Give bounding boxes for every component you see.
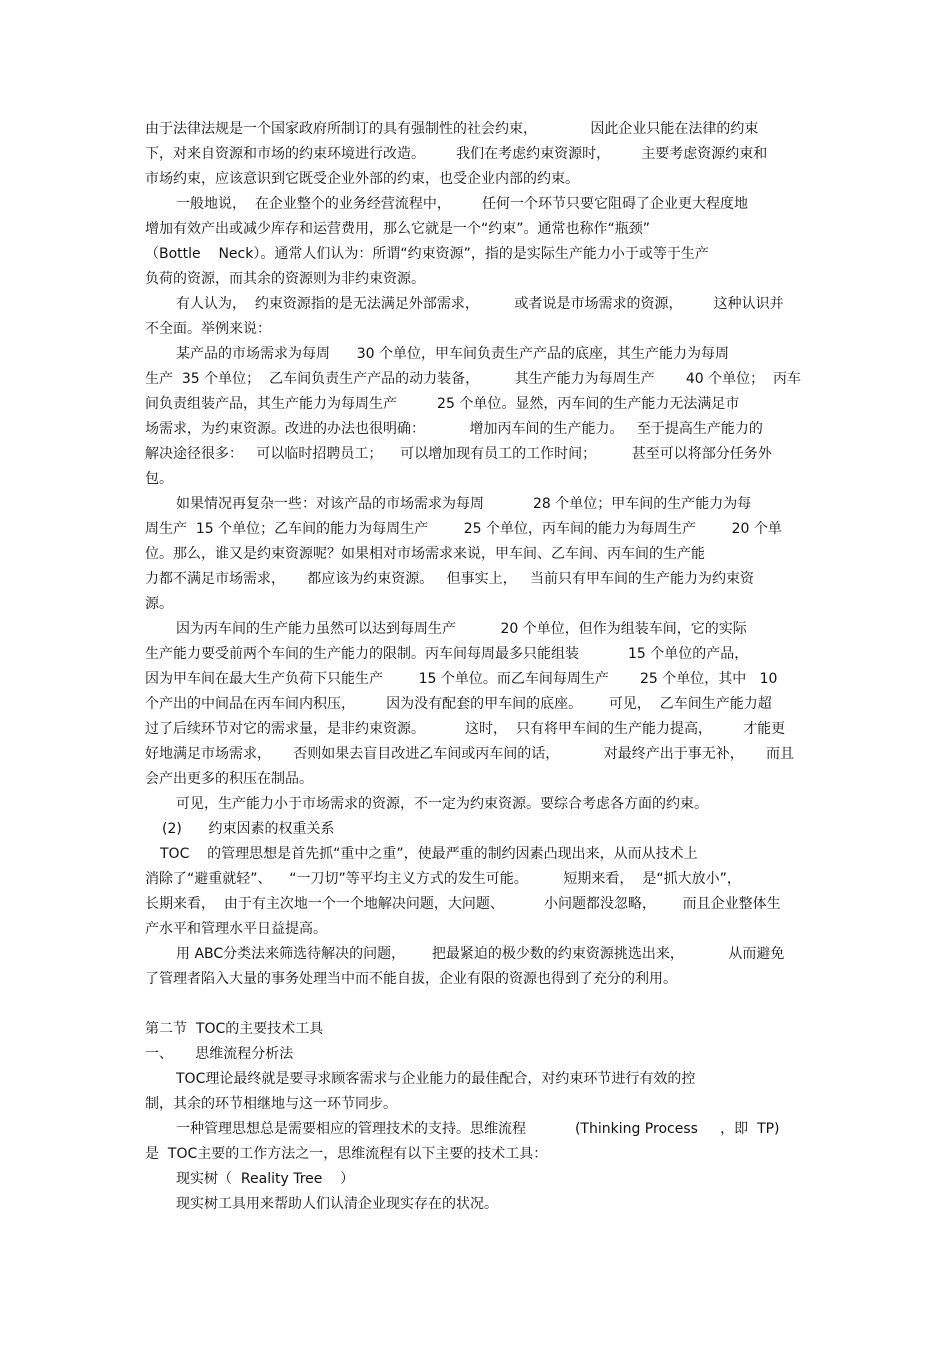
text-line: 由于法律法规是一个国家政府所制订的具有强制性的社会约束， 因此企业只能在法律的约束 (145, 121, 759, 137)
text-line: 源。 (145, 596, 173, 612)
text-line: 可见，生产能力小于市场需求的资源，不一定为约束资源。要综合考虑各方面的约束。 (176, 796, 708, 812)
text-line: 现实树（ Reality Tree ） (176, 1171, 355, 1187)
text-line: 会产出更多的积压在制品。 (145, 771, 313, 787)
text-line: 制，其余的环节相继地与这一环节同步。 (145, 1096, 397, 1112)
text-line: 现实树工具用来帮助人们认清企业现实存在的状况。 (176, 1196, 498, 1212)
text-line: 包。 (145, 471, 173, 487)
text-line: 生产 35 个单位； 乙车间负责生产产品的动力装备， 其生产能力为每周生产 40 个单位； 丙车 (145, 371, 801, 387)
text-line: 个产出的中间品在丙车间内积压， 因为没有配套的甲车间的底座。 可见， 乙车间生产能力超 (145, 696, 772, 712)
text-line: 如果情况再复杂一些：对该产品的市场需求为每周 28 个单位；甲车间的生产能力为每 (176, 496, 752, 512)
text-line: 力都不满足市场需求， 都应该为约束资源。 但事实上， 当前只有甲车间的生产能力为约束资 (145, 571, 754, 587)
text-line: 过了后续环节对它的需求量，是非约束资源。 这时， 只有将甲车间的生产能力提高， 才能更 (145, 721, 786, 737)
text-line: 位。那么，谁又是约束资源呢？如果相对市场需求来说，甲车间、乙车间、丙车间的生产能 (145, 546, 705, 562)
text-line: 好地满足市场需求， 否则如果去盲目改进乙车间或丙车间的话， 对最终产出于事无补， 而且 (145, 746, 795, 762)
text-line: 因为丙车间的生产能力虽然可以达到每周生产 20 个单位，但作为组装车间，它的实际 (176, 621, 747, 637)
text-line: 因为甲车间在最大生产负荷下只能生产 15 个单位。而乙车间每周生产 25 个单位，其中 10 (145, 671, 778, 687)
text-line: 了管理者陷入大量的事务处理当中而不能自拔，企业有限的资源也得到了充分的利用。 (145, 971, 677, 987)
text-line: 是 TOC主要的工作方法之一，思维流程有以下主要的技术工具： (145, 1146, 548, 1162)
text-line: 不全面。举例来说： (145, 321, 271, 337)
text-line: 间负责组装产品，其生产能力为每周生产 25 个单位。显然，丙车间的生产能力无法满足市 (145, 396, 740, 412)
text-line: 负荷的资源，而其余的资源则为非约束资源。 (145, 271, 425, 287)
text-line: 下，对来自资源和市场的约束环境进行改造。 我们在考虑约束资源时， 主要考虑资源约束和 (145, 146, 768, 162)
text-line: 某产品的市场需求为每周 30 个单位，甲车间负责生产产品的底座，其生产能力为每周 (176, 346, 729, 362)
text-line: TOC 的管理思想是首先抓“重中之重”，使最严重的制约因素凸现出来，从而从技术上 (160, 846, 698, 862)
section-heading: 一、 思维流程分析法 (145, 1046, 294, 1062)
text-line: 用 ABC分类法来筛选待解决的问题， 把最紧迫的极少数的约束资源挑选出来， 从而避免 (176, 946, 785, 962)
text-line: （Bottle Neck）。通常人们认为：所谓“约束资源”，指的是实际生产能力小于或等于生产 (145, 246, 709, 262)
text-line: 生产能力要受前两个车间的生产能力的限制。丙车间每周最多只能组装 15 个单位的产品， (145, 646, 749, 662)
text-line: 消除了“避重就轻”、 “一刀切”等平均主义方式的发生可能。 短期来看， 是“抓大放小”， (145, 871, 741, 887)
section-heading: (2) 约束因素的权重关系 (162, 821, 335, 837)
text-line: 一般地说， 在企业整个的业务经营流程中， 任何一个环节只要它阻碍了企业更大程度地 (176, 196, 749, 212)
text-line: 长期来看， 由于有主次地一个一个地解决问题，大问题、 小问题都没忽略， 而且企业整体生 (145, 896, 781, 912)
text-line: 周生产 15 个单位；乙车间的能力为每周生产 25 个单位，丙车间的能力为每周生产 20 个单 (145, 521, 782, 537)
section-heading: 第二节 TOC的主要技术工具 (145, 1021, 324, 1037)
text-line: 解决途径很多： 可以临时招聘员工； 可以增加现有员工的工作时间； 甚至可以将部分任务外 (145, 446, 772, 462)
text-line: 增加有效产出或减少库存和运营费用，那么它就是一个“约束”。通常也称作“瓶颈” (145, 221, 651, 237)
text-line: 市场约束，应该意识到它既受企业外部的约束，也受企业内部的约束。 (145, 171, 579, 187)
text-line: 有人认为， 约束资源指的是无法满足外部需求， 或者说是市场需求的资源， 这种认识并 (176, 296, 784, 312)
text-line: TOC理论最终就是要寻求顾客需求与企业能力的最佳配合，对约束环节进行有效的控 (176, 1071, 696, 1087)
text-line: 场需求，为约束资源。改进的办法也很明确： 增加丙车间的生产能力。 至于提高生产能力的 (145, 421, 763, 437)
text-line: 一种管理思想总是需要相应的管理技术的支持。思维流程 (Thinking Process ，即 TP) (176, 1121, 780, 1137)
text-line: 产水平和管理水平日益提高。 (145, 921, 327, 937)
